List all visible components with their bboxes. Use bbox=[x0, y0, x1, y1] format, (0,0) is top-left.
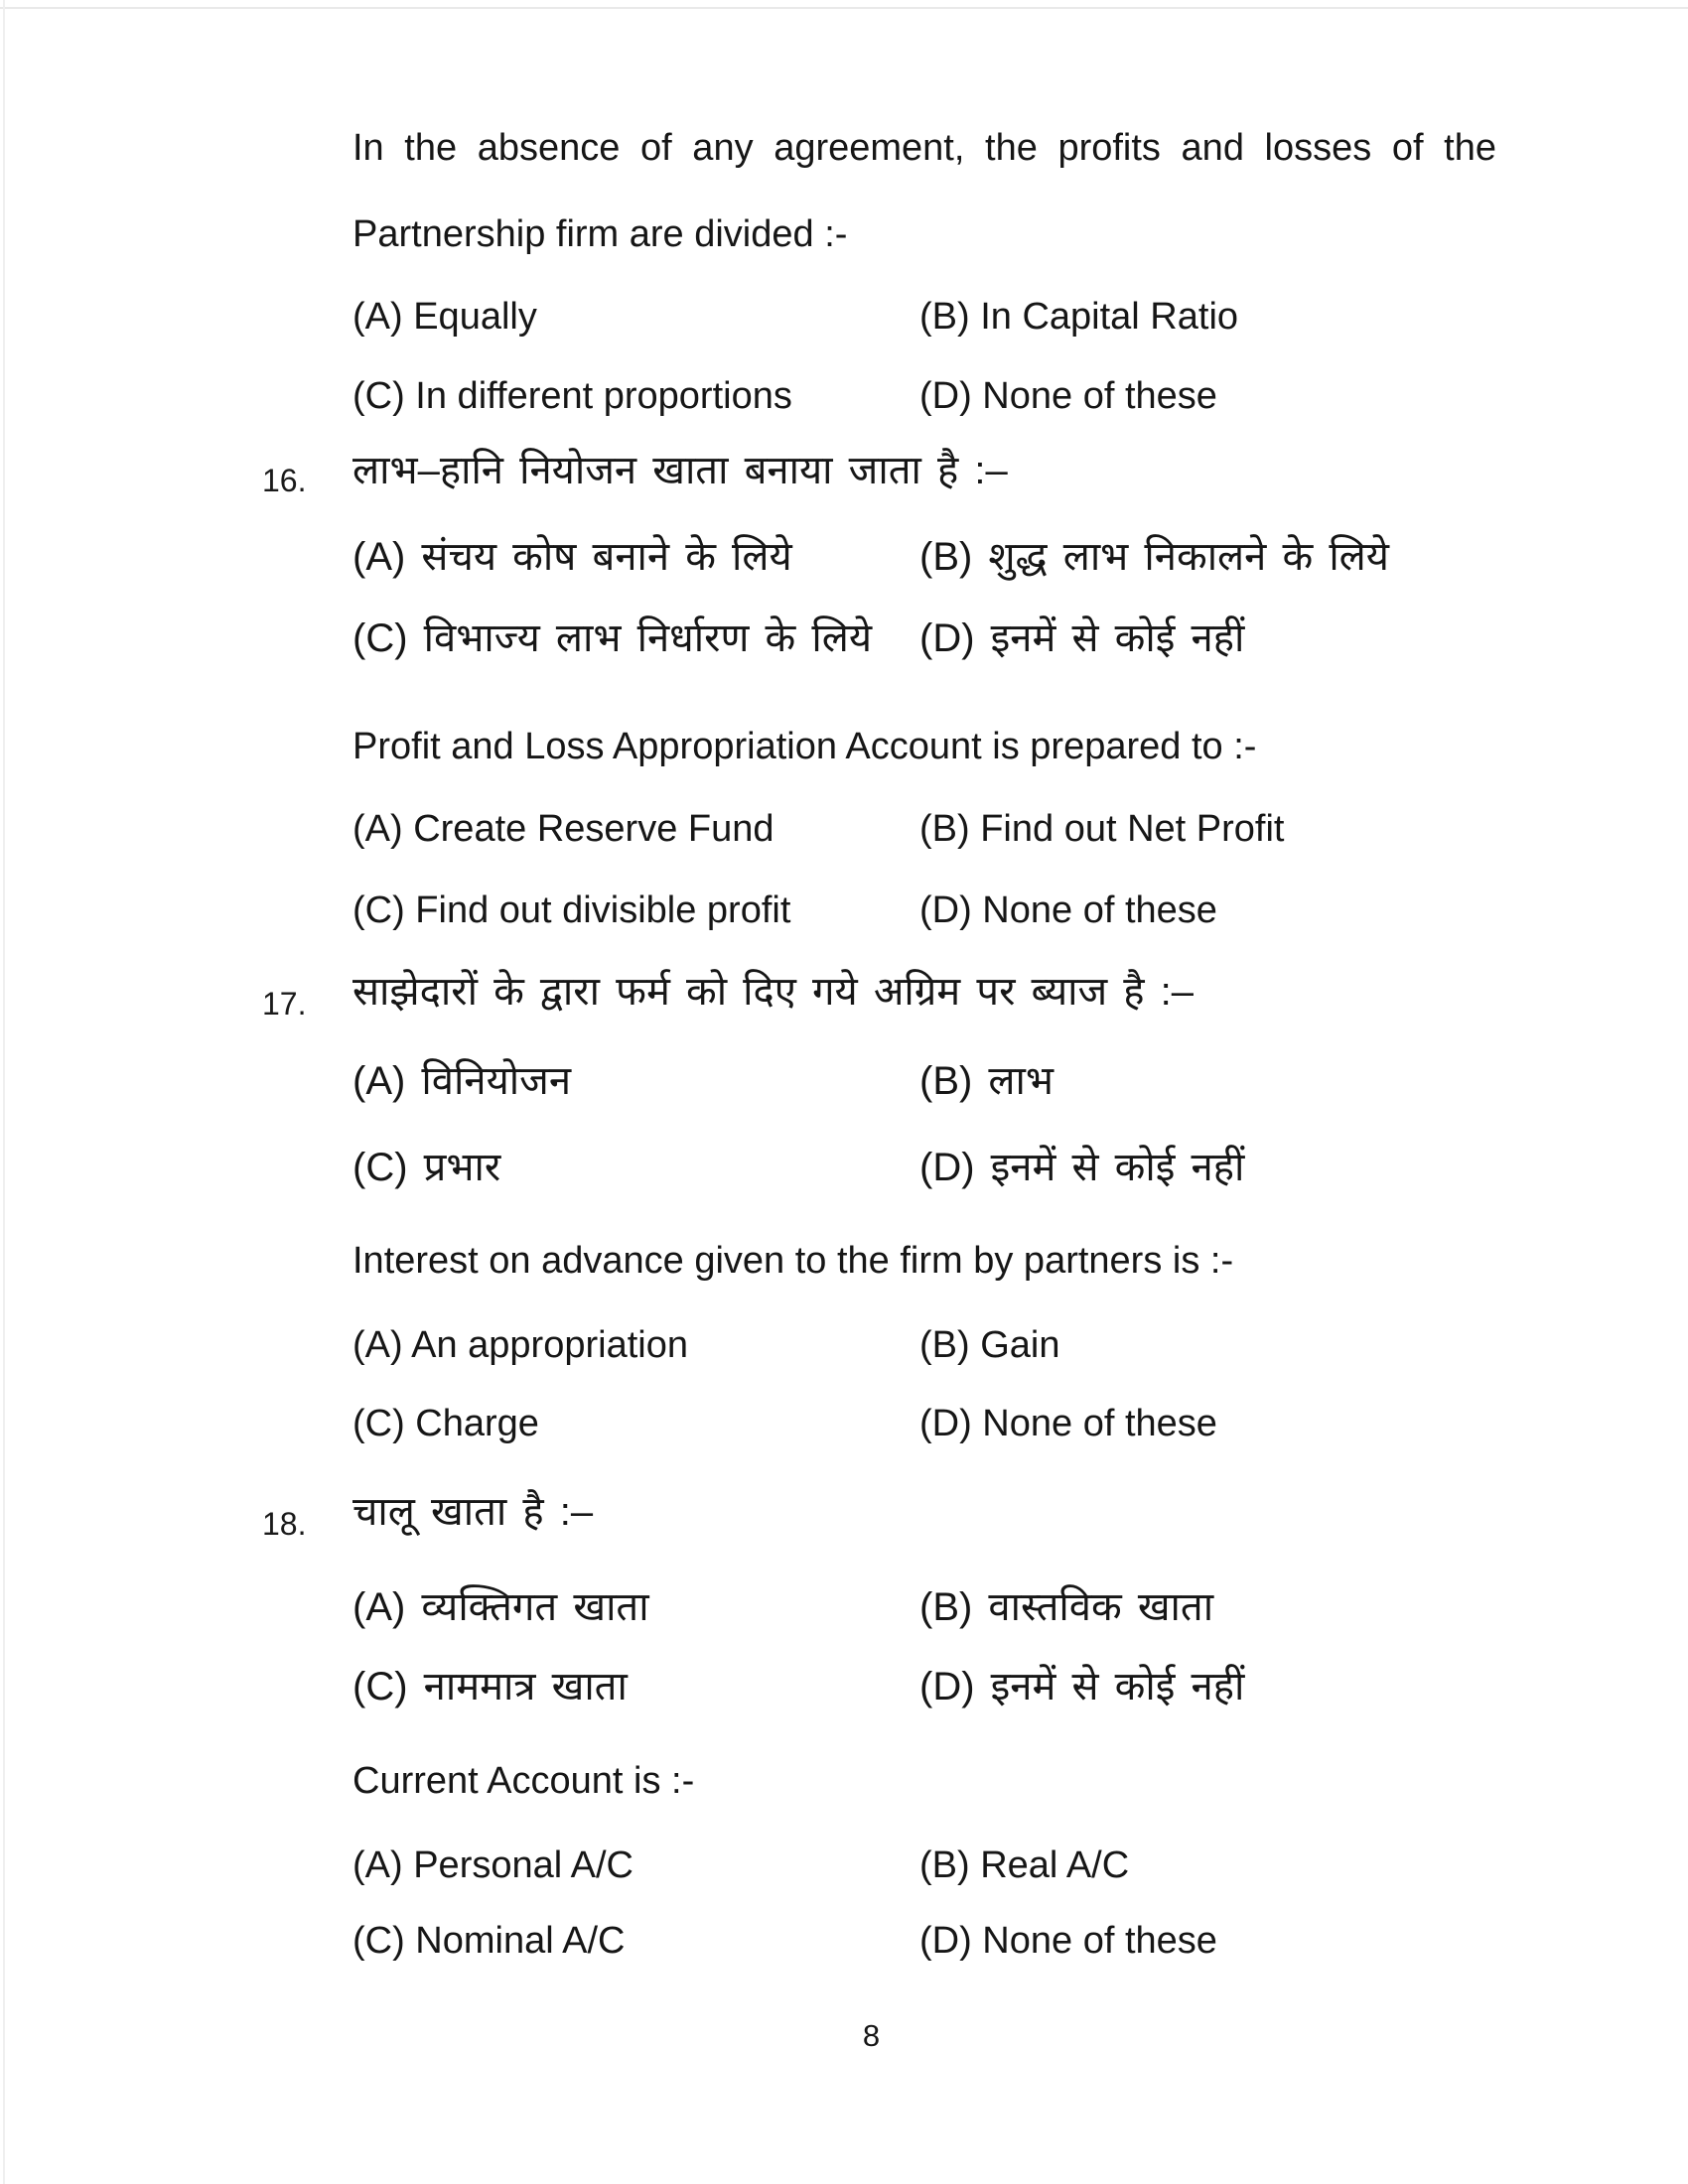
q18-english-options-row-cd bbox=[352, 1919, 1496, 1963]
q15-options-row-ab bbox=[352, 295, 1496, 339]
q15-option-c: (C) In different proportions bbox=[352, 375, 792, 417]
q16-hindi-option-d: (D) इनमें से कोई नहीं bbox=[919, 616, 1245, 660]
q16-hindi-option-c: (C) विभाज्य लाभ निर्धारण के लिये bbox=[352, 616, 873, 660]
q17-hindi-option-b: (B) लाभ bbox=[919, 1059, 1055, 1103]
q15-option-b: (B) In Capital Ratio bbox=[919, 296, 1239, 338]
q17-english-question: Interest on advance given to the firm by partners is :- bbox=[352, 1240, 1234, 1282]
scan-artifact-top-edge bbox=[0, 7, 1688, 9]
q16-hindi-option-b: (B) शुद्ध लाभ निकालने के लिये bbox=[919, 535, 1390, 579]
q17-hindi-option-d: (D) इनमें से कोई नहीं bbox=[919, 1146, 1245, 1189]
q17-hindi-option-c: (C) प्रभार bbox=[352, 1146, 501, 1189]
q15-option-a: (A) Equally bbox=[352, 296, 537, 338]
q17-hindi-option-a: (A) विनियोजन bbox=[352, 1059, 572, 1103]
q16-hindi-option-a: (A) संचय कोष बनाने के लिये bbox=[352, 535, 792, 579]
q17-english-option-b: (B) Gain bbox=[919, 1324, 1060, 1366]
q15-option-d: (D) None of these bbox=[919, 375, 1217, 417]
q18-english-option-b: (B) Real A/C bbox=[919, 1844, 1130, 1886]
q18-english-option-d: (D) None of these bbox=[919, 1920, 1217, 1962]
q15-english-question-line1: In the absence of any agreement, the profits and losses of the bbox=[352, 127, 1496, 169]
q16-english-option-b: (B) Find out Net Profit bbox=[919, 808, 1285, 850]
q17-hindi-options-row-ab bbox=[352, 1059, 1496, 1103]
page-number: 8 bbox=[862, 2018, 881, 2053]
q16-hindi-options-row-ab bbox=[352, 535, 1496, 579]
q16-hindi-options-row-cd bbox=[352, 616, 1496, 660]
q17-english-options-row-ab bbox=[352, 1323, 1496, 1367]
q17-number: 17. bbox=[262, 986, 307, 1022]
q18-english-options-row-ab bbox=[352, 1843, 1496, 1887]
q18-hindi-option-b: (B) वास्तविक खाता bbox=[919, 1585, 1214, 1629]
q17-english-options-row-cd bbox=[352, 1402, 1496, 1445]
q16-english-options-row-cd bbox=[352, 888, 1496, 932]
q17-english-option-c: (C) Charge bbox=[352, 1403, 539, 1444]
q18-english-option-a: (A) Personal A/C bbox=[352, 1844, 633, 1886]
q16-english-question: Profit and Loss Appropriation Account is prepared to :- bbox=[352, 726, 1257, 767]
q18-hindi-question: चालू खाता है :– bbox=[352, 1490, 594, 1534]
q18-hindi-options-row-ab bbox=[352, 1585, 1496, 1629]
q17-hindi-options-row-cd bbox=[352, 1146, 1496, 1189]
q16-english-options-row-ab bbox=[352, 807, 1496, 851]
q16-english-option-c: (C) Find out divisible profit bbox=[352, 889, 791, 931]
q17-hindi-question: साझेदारों के द्वारा फर्म को दिए गये अग्रिम पर ब्याज है :– bbox=[352, 970, 1195, 1014]
q18-hindi-option-d: (D) इनमें से कोई नहीं bbox=[919, 1665, 1245, 1708]
q15-english-question-line2: Partnership firm are divided :- bbox=[352, 213, 848, 255]
q17-english-option-d: (D) None of these bbox=[919, 1403, 1217, 1444]
q16-hindi-question: लाभ–हानि नियोजन खाता बनाया जाता है :– bbox=[352, 449, 1008, 492]
q18-hindi-option-c: (C) नाममात्र खाता bbox=[352, 1665, 628, 1708]
q18-hindi-options-row-cd bbox=[352, 1665, 1496, 1708]
q16-number: 16. bbox=[262, 463, 307, 498]
q18-english-option-c: (C) Nominal A/C bbox=[352, 1920, 626, 1962]
q17-english-option-a: (A) An appropriation bbox=[352, 1324, 688, 1366]
q18-english-question: Current Account is :- bbox=[352, 1760, 695, 1802]
scan-artifact-left-edge bbox=[3, 0, 5, 2184]
q18-number: 18. bbox=[262, 1506, 307, 1542]
q15-options-row-cd bbox=[352, 374, 1496, 418]
q16-english-option-a: (A) Create Reserve Fund bbox=[352, 808, 774, 850]
q16-english-option-d: (D) None of these bbox=[919, 889, 1217, 931]
q18-hindi-option-a: (A) व्यक्तिगत खाता bbox=[352, 1585, 649, 1629]
